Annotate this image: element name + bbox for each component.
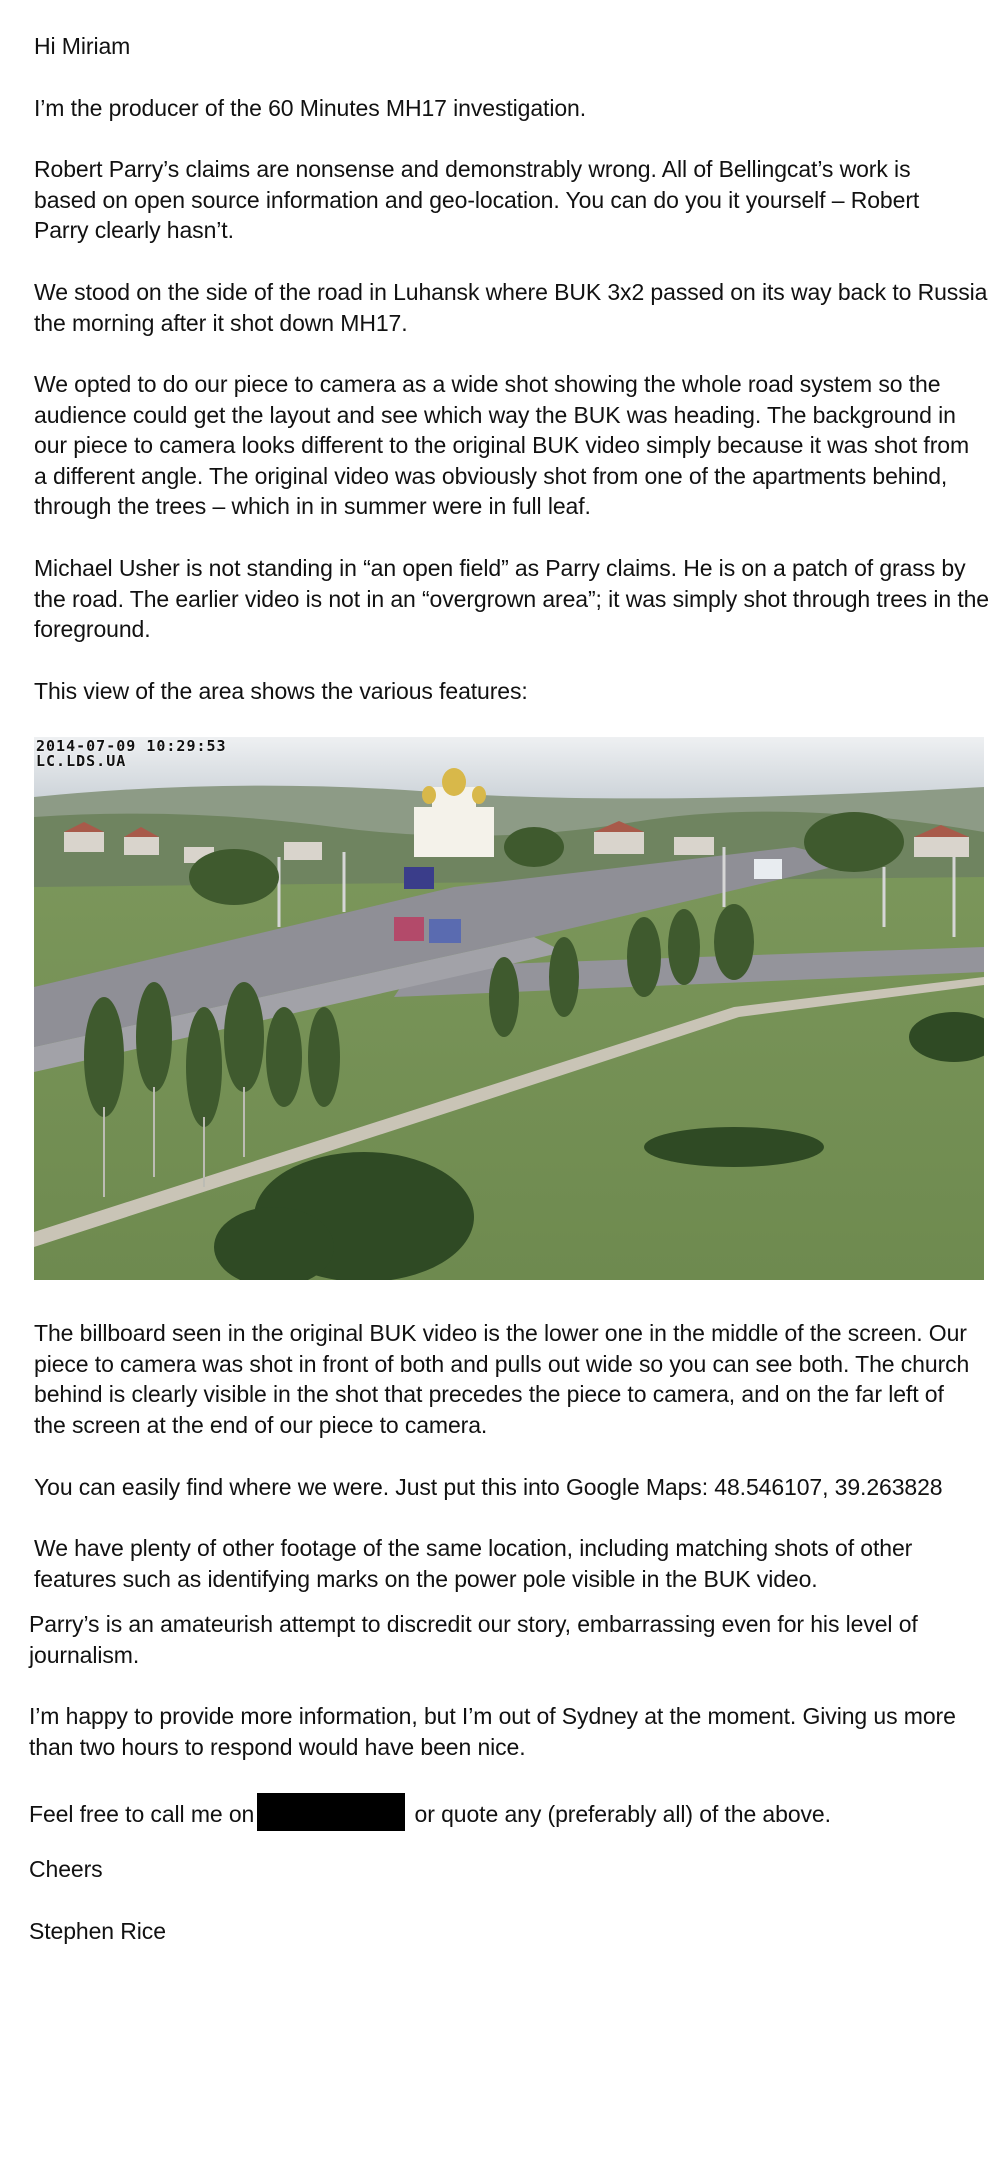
footage-paragraph: We have plenty of other footage of the same location, including matching shots of other features such as identifying marks on the power pole visible in the BUK video. — [34, 1535, 913, 1592]
road-paragraph: We stood on the side of the road in Luhansk where BUK 3x2 passed on its way back to Russia the morning after it shot down MH17. — [34, 279, 988, 336]
cctv-photo — [34, 737, 984, 1280]
claims-paragraph: Robert Parry’s claims are nonsense and demonstrably wrong. All of Bellingcat’s work is based on open source information and geo-location. You can do you it yourself – Robert Parry clearly hasn’t. — [34, 156, 920, 243]
camera-timestamp — [36, 739, 227, 769]
signature: Stephen Rice — [29, 1918, 166, 1944]
google-maps-paragraph: You can easily find where we were. Just put this into Google Maps: 48.546107, 39.263828 — [34, 1474, 943, 1500]
greeting: Hi Miriam — [34, 33, 131, 59]
view-intro-paragraph: This view of the area shows the various features: — [34, 678, 528, 704]
usher-paragraph: Michael Usher is not standing in “an open field” as Parry claims. He is on a patch of grass by the road. The earlier video is not in an “overgrown area”; it was simply shot through trees in the foreground. — [34, 555, 989, 642]
amateurish-paragraph: Parry’s is an amateurish attempt to discredit our story, embarrassing even for his level of journalism. — [29, 1611, 918, 1668]
call-me-paragraph — [29, 1793, 974, 1831]
timestamp-line-2: LC.LDS.UA — [36, 752, 127, 770]
billboard-paragraph: The billboard seen in the original BUK video is the lower one in the middle of the screen. Our piece to camera was shot in front of both and pulls out wide so you can see both. The church behind is clearly visible in the shot that precedes the piece to camera, and on the far left of the screen at the end of our piece to camera. — [34, 1320, 970, 1438]
sign-off: Cheers — [29, 1856, 103, 1882]
call-text-before: Feel free to call me on — [29, 1801, 255, 1827]
timestamp-line-1: 2014-07-09 10:29:53 — [36, 737, 227, 755]
piece-to-camera-paragraph: We opted to do our piece to camera as a wide shot showing the whole road system so the audience could get the layout and see which way the BUK was heading. The background in our piece to camera looks different to the original BUK video simply because it was shot from a different angle. The original video was obviously shot from one of the apartments behind, through the trees – which in in summer were in full leaf. — [34, 371, 970, 519]
call-text-after: or quote any (preferably all) of the above. — [408, 1801, 831, 1827]
intro-paragraph: I’m the producer of the 60 Minutes MH17 investigation. — [34, 95, 587, 121]
redacted-phone-number — [257, 1793, 405, 1831]
cctv-scene-illustration — [34, 737, 984, 1280]
happy-to-help-paragraph: I’m happy to provide more information, but I’m out of Sydney at the moment. Giving us more than two hours to respond would have been nice. — [29, 1703, 956, 1760]
